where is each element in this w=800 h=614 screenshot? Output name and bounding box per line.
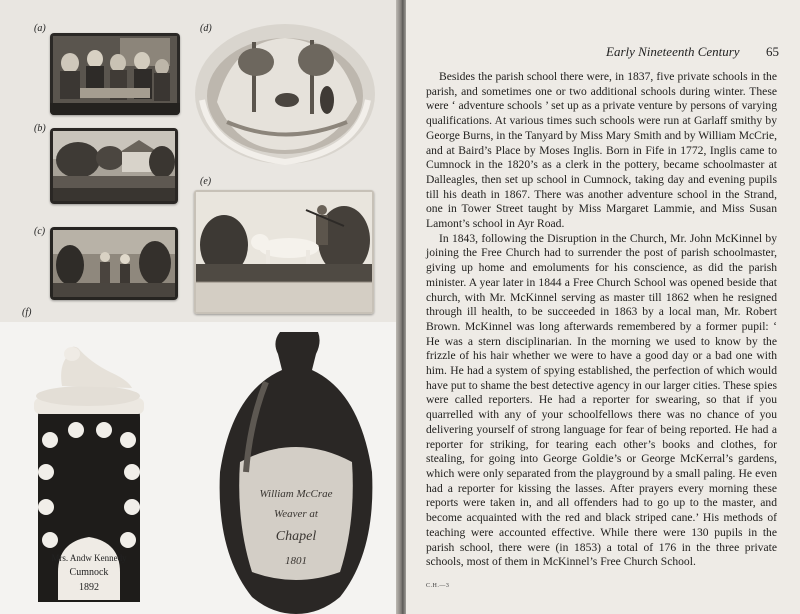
plate-a-tavern-scene bbox=[50, 33, 180, 115]
bottle-inscription-line3: Chapel bbox=[275, 529, 317, 544]
plate-label-d: (d) bbox=[200, 23, 212, 34]
plate-e-hunter-box bbox=[194, 190, 374, 314]
page-number: 65 bbox=[766, 44, 779, 59]
left-page bbox=[0, 0, 398, 614]
signature-mark: C.H.—3 bbox=[426, 583, 450, 589]
plate-label-c: (c) bbox=[34, 226, 46, 237]
plate-f-jar-and-bottle bbox=[0, 322, 398, 614]
running-head: Early Nineteenth Century bbox=[606, 44, 740, 59]
jar-inscription-line1: Mrs. Andw Kennedy bbox=[51, 553, 127, 563]
jar-inscription-line2: Cumnock bbox=[69, 567, 109, 578]
plate-d-shell-snuff-box bbox=[192, 22, 378, 167]
body-text bbox=[426, 70, 777, 570]
plate-label-b: (b) bbox=[34, 123, 46, 134]
right-page bbox=[406, 0, 800, 614]
jar-inscription-line3: 1892 bbox=[79, 582, 99, 593]
paragraph: In 1843, following the Disruption in the Church, Mr. John McKinnel by joining the Free Church had to surrender the post of parish schoolmaster, giving up home and emoluments for his conscience, as did the parish minister. A year later in 1844 a Free Church School was opened beside that church, with Mr. McKinnel serving as master till 1862 when he resigned through ill health, to be succeeded in 1863 by a local man, Mr. Robert Brown. McKinnel was long afterwards remembered by a former pupil: ‘ He was a stern disciplinarian. In the morning we used to know by the frizzle of his hair whether we were to have a good day or a bad one with him. He had a system of spying established, the perfection of which would have put to shame the best detective agency in our larger cities. These spies were called reporters. He had a reporter for swearing, so that if you quarrelled with any of your schoolfellows there was no chance of you delivering yourself of strong language for fear of being reported. He had a reporter for striking, for tearing each other’s books and clothes, for stealing, for going into George Goldie’s or George McKerral’s gardens, which were only separated from the playground by a small paling. He even had a reporter for kissing the lasses. After prayers every morning these reports were taken in, and all offenders had to go up to the master, and become acquainted with the red and black striped cane.’ His methods of teaching were accounted effective. While there were 130 pupils in the parish school, there were (in 1853) a total of 176 in the three private schools, most of them in McKinnel’s Free Church School. bbox=[426, 231, 777, 569]
plate-b-country-house bbox=[50, 128, 178, 204]
plate-c-hunting-scene bbox=[50, 227, 178, 300]
bottle-inscription-line4: 1801 bbox=[285, 555, 307, 567]
bottle-inscription-line2: Weaver at bbox=[274, 508, 318, 520]
plate-label-a: (a) bbox=[34, 23, 46, 34]
plate-label-e: (e) bbox=[200, 176, 212, 187]
paragraph: Besides the parish school there were, in 1837, five private schools in the parish, and sometimes one or two additional schools during winter. These were ‘ adventure schools ’ set up as a private venture by persons of varying qualifications. At various times such schools were run at Garlaff smithy by George Burns, in the Tanyard by Miss Mary Smith and by William McCrie, and at Baird’s Place by Moses Inglis. Born in Fife in 1772, Inglis came to Cumnock in the 1820’s as a clerk in the pottery, became schoolmaster at Dalleagles, then set up school in Cumnock, taking day and evening pupils till his death in 1867. There was another adventure school in the Strand, one in Tower Street taught by Miss Margaret Lammie, and Miss Susan Lamont’s school in Ayr Road. bbox=[426, 70, 778, 231]
plate-label-f: (f) bbox=[22, 307, 32, 318]
bottle-inscription-line1: William McCrae bbox=[259, 488, 333, 500]
